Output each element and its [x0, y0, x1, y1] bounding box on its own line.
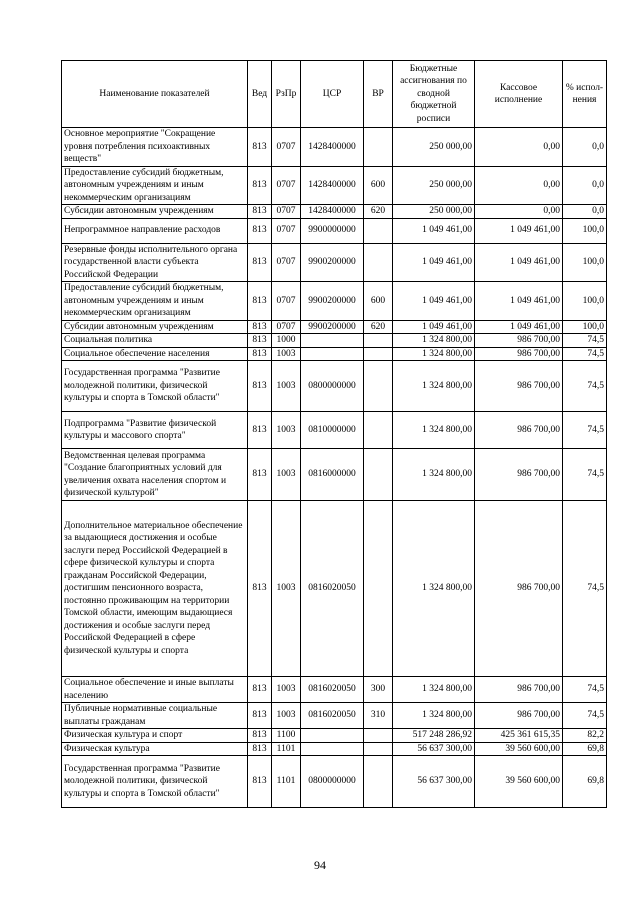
cell-expense-type — [364, 334, 393, 348]
cell-budget-allocations: 1 324 800,00 — [393, 677, 475, 703]
cell-expense-type — [364, 501, 393, 677]
cell-cash-execution: 0,00 — [475, 166, 563, 205]
cell-name: Социальная политика — [62, 334, 248, 348]
cell-section: 0707 — [272, 320, 301, 334]
cell-budget-allocations: 517 248 286,92 — [393, 729, 475, 743]
cell-section: 0707 — [272, 166, 301, 205]
cell-execution-percent: 74,5 — [563, 334, 607, 348]
cell-cash-execution: 986 700,00 — [475, 347, 563, 361]
cell-budget-allocations: 1 324 800,00 — [393, 361, 475, 412]
cell-cash-execution: 986 700,00 — [475, 677, 563, 703]
table-row — [62, 243, 607, 282]
cell-name: Социальное обеспечение и иные выплаты населению — [62, 677, 248, 703]
header-indicator-name: Наименование показателей — [62, 61, 248, 128]
table-row — [62, 501, 607, 677]
cell-budget-allocations: 1 324 800,00 — [393, 703, 475, 729]
cell-cash-execution: 986 700,00 — [475, 361, 563, 412]
cell-target-item: 1428400000 — [301, 205, 364, 219]
cell-section: 1003 — [272, 703, 301, 729]
cell-department: 813 — [248, 703, 272, 729]
cell-cash-execution: 986 700,00 — [475, 501, 563, 677]
page-number: 94 — [314, 858, 326, 872]
cell-department: 813 — [248, 449, 272, 501]
table-row — [62, 677, 607, 703]
cell-section: 1003 — [272, 449, 301, 501]
header-expense-type: ВР — [364, 61, 393, 128]
cell-expense-type — [364, 347, 393, 361]
table-row — [62, 703, 607, 729]
cell-execution-percent: 74,5 — [563, 449, 607, 501]
cell-section: 0707 — [272, 243, 301, 282]
cell-section: 1100 — [272, 729, 301, 743]
cell-budget-allocations: 1 049 461,00 — [393, 243, 475, 282]
cell-target-item: 0816020050 — [301, 703, 364, 729]
table-row — [62, 412, 607, 449]
cell-expense-type — [364, 449, 393, 501]
cell-execution-percent: 74,5 — [563, 412, 607, 449]
cell-section: 1003 — [272, 347, 301, 361]
cell-name: Основное мероприятие "Сокращение уровня потребления психоактивных веществ" — [62, 128, 248, 167]
table-header-row — [62, 61, 607, 128]
cell-expense-type — [364, 218, 393, 243]
table-row — [62, 218, 607, 243]
cell-name: Непрограммное направление расходов — [62, 218, 248, 243]
cell-target-item: 9900200000 — [301, 282, 364, 321]
table-row — [62, 347, 607, 361]
header-budget-allocations: Бюджетные ассигнования по сводной бюджетной росписи — [393, 61, 475, 128]
cell-target-item: 9900200000 — [301, 243, 364, 282]
cell-execution-percent: 74,5 — [563, 361, 607, 412]
cell-department: 813 — [248, 361, 272, 412]
cell-section: 0707 — [272, 282, 301, 321]
cell-execution-percent: 69,8 — [563, 756, 607, 808]
cell-target-item — [301, 729, 364, 743]
header-cash-execution: Кассовое исполнение — [475, 61, 563, 128]
cell-department: 813 — [248, 412, 272, 449]
cell-department: 813 — [248, 218, 272, 243]
cell-department: 813 — [248, 128, 272, 167]
table-row — [62, 361, 607, 412]
cell-cash-execution: 0,00 — [475, 128, 563, 167]
cell-section: 1000 — [272, 334, 301, 348]
cell-department: 813 — [248, 334, 272, 348]
cell-cash-execution: 1 049 461,00 — [475, 218, 563, 243]
cell-department: 813 — [248, 347, 272, 361]
table-row — [62, 128, 607, 167]
cell-budget-allocations: 250 000,00 — [393, 166, 475, 205]
cell-cash-execution: 0,00 — [475, 205, 563, 219]
cell-department: 813 — [248, 756, 272, 808]
cell-section: 0707 — [272, 205, 301, 219]
cell-name: Публичные нормативные социальные выплаты гражданам — [62, 703, 248, 729]
cell-department: 813 — [248, 501, 272, 677]
cell-execution-percent: 100,0 — [563, 320, 607, 334]
cell-execution-percent: 74,5 — [563, 703, 607, 729]
cell-budget-allocations: 1 324 800,00 — [393, 334, 475, 348]
cell-target-item: 0810000000 — [301, 412, 364, 449]
cell-budget-allocations: 1 324 800,00 — [393, 449, 475, 501]
cell-cash-execution: 986 700,00 — [475, 334, 563, 348]
cell-budget-allocations: 1 324 800,00 — [393, 347, 475, 361]
cell-expense-type: 620 — [364, 205, 393, 219]
cell-target-item — [301, 334, 364, 348]
table-row — [62, 320, 607, 334]
cell-cash-execution: 1 049 461,00 — [475, 243, 563, 282]
cell-expense-type: 600 — [364, 282, 393, 321]
cell-name: Предоставление субсидий бюджетным, автономным учреждениям и иным некоммерческим организациям — [62, 166, 248, 205]
cell-department: 813 — [248, 205, 272, 219]
cell-budget-allocations: 1 324 800,00 — [393, 501, 475, 677]
cell-expense-type — [364, 128, 393, 167]
cell-budget-allocations: 1 324 800,00 — [393, 412, 475, 449]
cell-section: 1003 — [272, 412, 301, 449]
cell-expense-type — [364, 756, 393, 808]
cell-budget-allocations: 250 000,00 — [393, 205, 475, 219]
header-section: РзПр — [272, 61, 301, 128]
table-row — [62, 282, 607, 321]
cell-budget-allocations: 1 049 461,00 — [393, 218, 475, 243]
cell-cash-execution: 1 049 461,00 — [475, 282, 563, 321]
cell-cash-execution: 986 700,00 — [475, 449, 563, 501]
cell-target-item: 1428400000 — [301, 128, 364, 167]
cell-name: Субсидии автономным учреждениям — [62, 320, 248, 334]
header-execution-percent: % испол-нения — [563, 61, 607, 128]
cell-name: Субсидии автономным учреждениям — [62, 205, 248, 219]
cell-budget-allocations: 1 049 461,00 — [393, 320, 475, 334]
cell-target-item — [301, 347, 364, 361]
cell-name: Дополнительное материальное обеспечение за выдающиеся достижения и особые заслуги перед Российской Федерацией в сфере физической культуры и спорта гражданам Российской Федерации, достигшим пенсионного возраста, постоянно проживающим на территории Томской области, имеющим выдающиеся достижения и особые заслуги перед Российской Федерацией в сфере физической культуры и спорта — [62, 501, 248, 677]
cell-target-item: 1428400000 — [301, 166, 364, 205]
cell-expense-type — [364, 412, 393, 449]
table-row — [62, 205, 607, 219]
cell-target-item: 9900200000 — [301, 320, 364, 334]
cell-execution-percent: 0,0 — [563, 205, 607, 219]
cell-expense-type — [364, 742, 393, 756]
cell-section: 1101 — [272, 742, 301, 756]
cell-execution-percent: 100,0 — [563, 282, 607, 321]
cell-name: Резервные фонды исполнительного органа государственной власти субъекта Российской Федерации — [62, 243, 248, 282]
header-target-item: ЦСР — [301, 61, 364, 128]
cell-name: Подпрограмма "Развитие физической культуры и массового спорта" — [62, 412, 248, 449]
cell-section: 1003 — [272, 361, 301, 412]
cell-cash-execution: 986 700,00 — [475, 412, 563, 449]
cell-name: Физическая культура — [62, 742, 248, 756]
cell-execution-percent: 82,2 — [563, 729, 607, 743]
cell-name: Государственная программа "Развитие молодежной политики, физической культуры и спорта в Томской области" — [62, 361, 248, 412]
cell-department: 813 — [248, 320, 272, 334]
cell-department: 813 — [248, 166, 272, 205]
cell-target-item: 0816020050 — [301, 677, 364, 703]
cell-cash-execution: 39 560 600,00 — [475, 742, 563, 756]
cell-budget-allocations: 56 637 300,00 — [393, 742, 475, 756]
cell-section: 1101 — [272, 756, 301, 808]
cell-target-item: 0800000000 — [301, 361, 364, 412]
cell-expense-type — [364, 361, 393, 412]
cell-budget-allocations: 56 637 300,00 — [393, 756, 475, 808]
cell-target-item: 9900000000 — [301, 218, 364, 243]
cell-expense-type: 600 — [364, 166, 393, 205]
cell-name: Предоставление субсидий бюджетным, автономным учреждениям и иным некоммерческим организациям — [62, 282, 248, 321]
table-row — [62, 449, 607, 501]
cell-department: 813 — [248, 742, 272, 756]
cell-execution-percent: 74,5 — [563, 677, 607, 703]
cell-target-item: 0816000000 — [301, 449, 364, 501]
cell-name: Физическая культура и спорт — [62, 729, 248, 743]
table-row — [62, 756, 607, 808]
cell-section: 0707 — [272, 128, 301, 167]
cell-department: 813 — [248, 677, 272, 703]
cell-cash-execution: 39 560 600,00 — [475, 756, 563, 808]
cell-budget-allocations: 1 049 461,00 — [393, 282, 475, 321]
table-row — [62, 334, 607, 348]
cell-target-item: 0816020050 — [301, 501, 364, 677]
budget-execution-table — [61, 60, 607, 808]
cell-execution-percent: 74,5 — [563, 347, 607, 361]
cell-name: Социальное обеспечение населения — [62, 347, 248, 361]
cell-execution-percent: 69,8 — [563, 742, 607, 756]
cell-execution-percent: 0,0 — [563, 166, 607, 205]
cell-section: 0707 — [272, 218, 301, 243]
cell-department: 813 — [248, 729, 272, 743]
cell-name: Государственная программа "Развитие молодежной политики, физической культуры и спорта в Томской области" — [62, 756, 248, 808]
cell-expense-type: 310 — [364, 703, 393, 729]
cell-cash-execution: 986 700,00 — [475, 703, 563, 729]
header-department: Вед — [248, 61, 272, 128]
cell-expense-type — [364, 729, 393, 743]
cell-execution-percent: 0,0 — [563, 128, 607, 167]
cell-department: 813 — [248, 282, 272, 321]
cell-budget-allocations: 250 000,00 — [393, 128, 475, 167]
cell-execution-percent: 74,5 — [563, 501, 607, 677]
cell-name: Ведомственная целевая программа "Создание благоприятных условий для увеличения охвата населения спортом и физической культурой" — [62, 449, 248, 501]
cell-expense-type: 620 — [364, 320, 393, 334]
table-row — [62, 166, 607, 205]
cell-section: 1003 — [272, 501, 301, 677]
table-row — [62, 729, 607, 743]
cell-cash-execution: 1 049 461,00 — [475, 320, 563, 334]
cell-target-item: 0800000000 — [301, 756, 364, 808]
cell-department: 813 — [248, 243, 272, 282]
cell-expense-type — [364, 243, 393, 282]
cell-section: 1003 — [272, 677, 301, 703]
cell-expense-type: 300 — [364, 677, 393, 703]
cell-target-item — [301, 742, 364, 756]
cell-cash-execution: 425 361 615,35 — [475, 729, 563, 743]
cell-execution-percent: 100,0 — [563, 243, 607, 282]
cell-execution-percent: 100,0 — [563, 218, 607, 243]
table-row — [62, 742, 607, 756]
